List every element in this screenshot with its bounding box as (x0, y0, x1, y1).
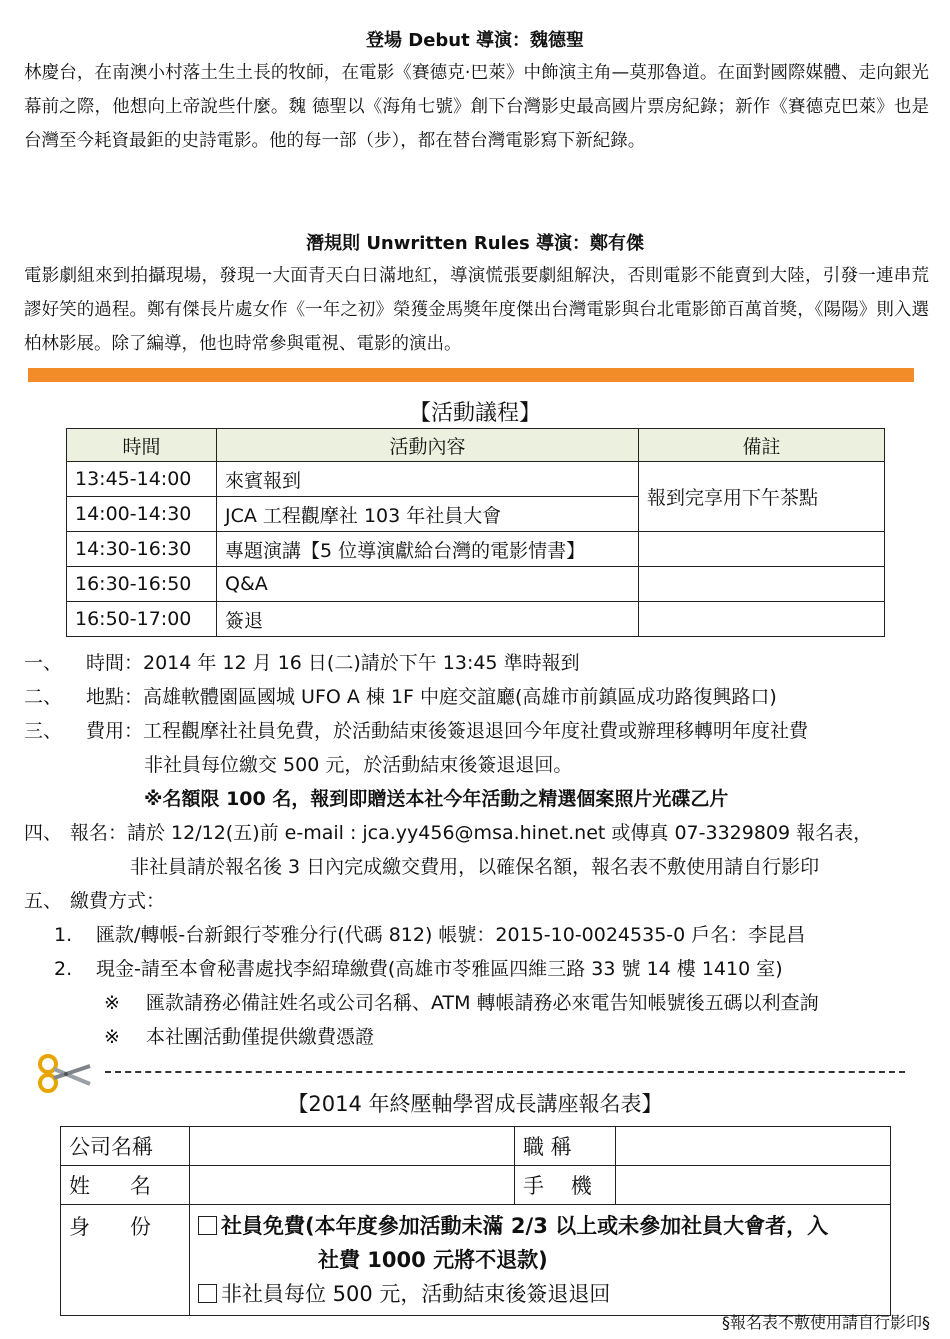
note-text: 本社團活動僅提供繳費憑證 (146, 1026, 375, 1048)
agenda-content: 專題演講【5 位導演獻給台灣的電影情書】 (217, 532, 639, 567)
form-row (61, 1127, 891, 1166)
agenda-note-empty (639, 567, 885, 602)
debut-body: 林慶台，在南澳小村落土生土長的牧師，在電影《賽德克·巴萊》中飾演主角—莫那魯道。在面對國際媒體、走向銀光幕前之際，他想向上帝說些什麼。魏 德聖以《海角七號》創下台灣影史最高國片票房紀錄；新作《賽德克巴萊》也是台灣至今耗資最鉅的史詩電影。他的每一部（步），都在替台灣電影寫下新紀錄。 (24, 63, 929, 151)
phone-field[interactable] (616, 1166, 891, 1205)
nonmember-option-label: 非社員每位 500 元，活動結束後簽退退回 (221, 1282, 611, 1306)
info-number: 三、 (24, 720, 63, 742)
nonmember-checkbox[interactable] (198, 1284, 217, 1303)
form-row (61, 1166, 891, 1205)
info-number: 四、 (24, 822, 63, 844)
agenda-time: 16:30-16:50 (67, 567, 217, 602)
company-label: 公司名稱 (61, 1127, 190, 1166)
payment-text: 現金-請至本會秘書處找李紹瑋繳費(高雄市苓雅區四維三路 33 號 14 樓 1410 室) (96, 958, 783, 980)
company-field[interactable] (190, 1127, 515, 1166)
agenda-time: 13:45-14:00 (67, 462, 217, 497)
registration-form-table (60, 1126, 891, 1316)
payment-text: 匯款/轉帳-台新銀行苓雅分行(代碼 812) 帳號：2015-10-0024535-0 戶名：李昆昌 (96, 924, 806, 946)
info-text: 報名：請於 12/12(五)前 e-mail : jca.yy456@msa.hinet.net 或傳真 07-3329809 報名表， (70, 822, 873, 844)
info-limit: ※名額限 100 名，報到即贈送本社今年活動之精選個案照片光碟乙片 (144, 788, 729, 810)
note-text: 匯款請務必備註姓名或公司名稱、ATM 轉帳請務必來電告知帳號後五碼以利查詢 (146, 992, 819, 1014)
phone-label: 手 機 (515, 1166, 616, 1205)
table-row (67, 567, 885, 602)
agenda-header-time: 時間 (67, 429, 217, 462)
agenda-note-empty (639, 602, 885, 637)
info-fee (24, 714, 808, 748)
debut-heading: 登場 Debut 導演：魏德聖 (366, 30, 584, 51)
table-row (67, 462, 885, 497)
member-checkbox[interactable] (198, 1216, 217, 1235)
cut-line (105, 1071, 905, 1073)
agenda-time: 16:50-17:00 (67, 602, 217, 637)
agenda-time: 14:30-16:30 (67, 532, 217, 567)
agenda-content: 來賓報到 (217, 462, 639, 497)
agenda-title: 【活動議程】 (408, 401, 541, 426)
agenda-content: JCA 工程觀摩社 103 年社員大會 (217, 497, 639, 532)
agenda-note-empty (639, 532, 885, 567)
identity-options (190, 1205, 891, 1316)
member-option[interactable] (198, 1209, 882, 1243)
agenda-time: 14:00-14:30 (67, 497, 217, 532)
agenda-header-content: 活動內容 (217, 429, 639, 462)
info-text: 地點：高雄軟體園區國城 UFO A 棟 1F 中庭交誼廳(高雄市前鎮區成功路復興路口) (86, 686, 777, 708)
name-label: 姓 名 (61, 1166, 190, 1205)
member-option-cont: 社費 1000 元將不退款) (318, 1248, 548, 1272)
info-number: 二、 (24, 686, 63, 708)
job-title-label: 職 稱 (515, 1127, 616, 1166)
unwritten-heading: 潛規則 Unwritten Rules 導演：鄭有傑 (306, 233, 644, 254)
payment-number: 1. (54, 924, 73, 946)
agenda-header-row (67, 429, 885, 462)
nonmember-option[interactable] (198, 1277, 882, 1311)
name-field[interactable] (190, 1166, 515, 1205)
note-mark: ※ (104, 1026, 120, 1048)
agenda-table (66, 428, 885, 637)
info-number: 五、 (24, 890, 63, 912)
form-title: 【2014 年終壓軸學習成長講座報名表】 (287, 1092, 663, 1116)
payment-method-1 (54, 918, 805, 952)
payment-number: 2. (54, 958, 73, 980)
identity-label: 身 份 (61, 1205, 190, 1316)
info-fee-cont: 非社員每位繳交 500 元，於活動結束後簽退退回。 (144, 754, 573, 776)
payment-note-2 (104, 1020, 374, 1054)
info-text: 時間：2014 年 12 月 16 日(二)請於下午 13:45 準時報到 (86, 652, 580, 674)
member-option-label: 社員免費(本年度參加活動未滿 2/3 以上或未參加社員大會者，入 (221, 1214, 829, 1238)
table-row (67, 602, 885, 637)
info-number: 一、 (24, 652, 63, 674)
agenda-header-note: 備註 (639, 429, 885, 462)
info-register (24, 816, 872, 850)
table-row (67, 532, 885, 567)
payment-method-2 (54, 952, 783, 986)
job-title-field[interactable] (616, 1127, 891, 1166)
agenda-content: Q&A (217, 567, 639, 602)
payment-note-1 (104, 986, 819, 1020)
info-location (24, 680, 777, 714)
section-divider (28, 368, 914, 382)
agenda-note: 報到完享用下午茶點 (639, 462, 885, 532)
note-mark: ※ (104, 992, 120, 1014)
info-payment (24, 884, 165, 918)
footer-note: §報名表不敷使用請自行影印§ (721, 1313, 930, 1332)
form-row (61, 1205, 891, 1316)
info-register-cont: 非社員請於報名後 3 日內完成繳交費用，以確保名額，報名表不敷使用請自行影印 (130, 856, 820, 878)
unwritten-body: 電影劇組來到拍攝現場，發現一大面青天白日滿地紅，導演慌張要劇組解決，否則電影不能賣到大陸，引發一連串荒謬好笑的過程。鄭有傑長片處女作《一年之初》榮獲金馬獎年度傑出台灣電影與台北電影節百萬首獎，《陽陽》則入選柏林影展。除了編導，他也時常參與電視、電影的演出。 (24, 266, 929, 354)
agenda-content: 簽退 (217, 602, 639, 637)
info-text: 費用：工程觀摩社社員免費，於活動結束後簽退退回今年度社費或辦理移轉明年度社費 (86, 720, 809, 742)
info-text: 繳費方式： (70, 890, 166, 912)
info-time (24, 646, 580, 680)
